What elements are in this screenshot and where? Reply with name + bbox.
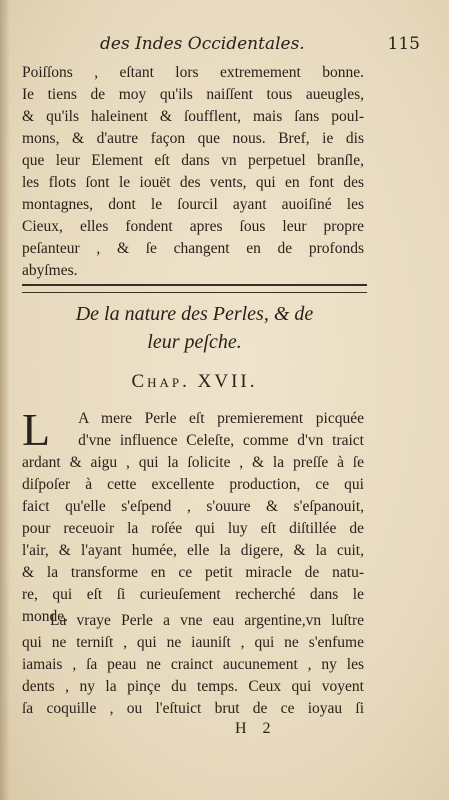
- text-line: abyſmes.: [22, 262, 78, 279]
- running-header: [100, 32, 420, 56]
- text-line: qui ne terniſt , qui ne iauniſt , qui ne s'enfume: [22, 634, 364, 651]
- text-line: faict qu'elle s'eſpend , s'ouure & s'eſpanouit,: [22, 498, 364, 515]
- chapter-heading: Chap. XVII.: [131, 371, 258, 392]
- section-divider-rule: [22, 284, 367, 293]
- text-line: iamais , ſa peau ne crainct aucunement , ny les: [22, 656, 364, 673]
- section-title: [22, 300, 367, 356]
- text-line: diſpoſer à cette excellente production, ce qui: [22, 476, 364, 493]
- text-line: mons, & d'autre façon que nous. Bref, ie dis: [22, 130, 364, 147]
- running-title: des Indes Occidentales.: [100, 34, 305, 54]
- text-line: Cieux, elles fondent apres ſous leur propre: [22, 218, 364, 235]
- section-title-line-1: De la nature des Perles, & de: [75, 303, 314, 325]
- text-line: La vraye Perle a vne eau argentine,vn luſtre: [50, 612, 364, 629]
- text-line: A mere Perle eſt premierement picquée: [78, 410, 364, 427]
- text-line: ardant & aigu , qui la ſolicite , & la preſſe à ſe: [22, 454, 364, 471]
- section-title-line-2: leur peſche.: [147, 331, 242, 353]
- paragraph-pearl-origin: [22, 404, 364, 628]
- text-line: & la transforme en ce petit miracle de natu-: [22, 564, 364, 581]
- text-line: l'air, & l'ayant humée, elle la digere, & la cuit,: [22, 542, 364, 559]
- paragraph-fishes: [22, 62, 364, 282]
- text-line: ſa coquille , ou l'eſtuict brut de ce ioyau ſi: [22, 700, 364, 717]
- text-line: Ie tiens de moy qu'ils naiſſent tous aueugles,: [22, 86, 364, 103]
- text-line: Poiſſons , eſtant lors extremement bonne.: [22, 64, 364, 81]
- text-line: d'vne influence Celeſte, comme d'vn traict: [78, 432, 364, 449]
- signature-mark: H 2: [235, 720, 277, 737]
- drop-cap: L: [22, 404, 51, 455]
- text-line: pour receuoir la roſée qui luy eſt diſtillée de: [22, 520, 364, 537]
- text-line: montagnes, dont le ſourcil ayant auoiſiné les: [22, 196, 364, 213]
- text-line: re, qui eſt ſi curieuſement recherché dans le: [22, 586, 364, 603]
- text-line: & qu'ils haleinent & ſoufflent, mais ſans poul-: [22, 108, 364, 125]
- text-line: que leur Element eſt dans vn perpetuel branſle,: [22, 152, 364, 169]
- text-line: les flots ſont le iouët des vents, qui en font des: [22, 174, 364, 191]
- paragraph-true-pearl: [22, 610, 364, 720]
- text-line: monde.: [22, 608, 69, 625]
- text-line: peſanteur , & ſe changent en de profonds: [22, 240, 364, 257]
- page-number: 115: [387, 34, 420, 54]
- text-line: dents , ny la pinçe du temps. Ceux qui voyent: [22, 678, 364, 695]
- page-binding-shadow: [0, 0, 10, 800]
